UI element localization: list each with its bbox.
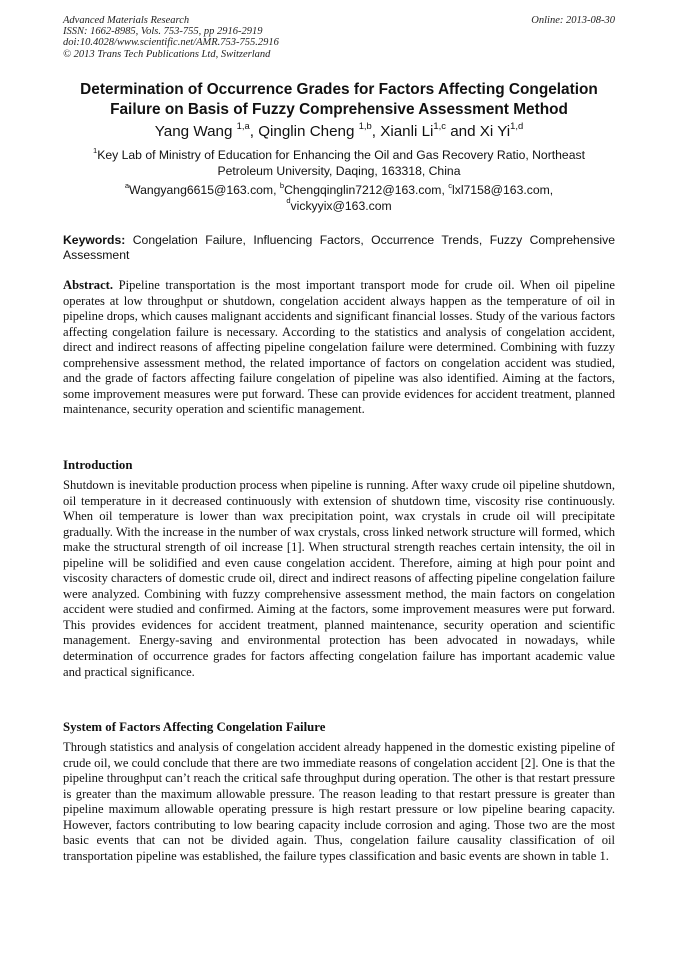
email-address: vickyyix@163.com (290, 198, 392, 213)
author-name: Qinglin Cheng (258, 123, 359, 140)
author-superscript: 1,a (236, 119, 250, 131)
system-paragraph: Through statistics and analysis of congelation accident already happened in the domestic existing pipeline of crude oil, we could conclude that there are two immediate reasons of congelation accident [2]. One is that the pipeline throughput can’t reach the critical safe throughput during operation. The other is that restart pressure is greater than the maximum allowable pressure. The reason leading to that restart pressure is greater than pipeline maximum allowable operating pressure is high restart pressure or low pipeline bearing capacity. However, factors contributing to low bearing capacity include corrosion and aging. Those two are the most basic events that can not be divided again. Thus, congelation failure causality classification of oil transportation pipeline was established, the failure types classification and basic events are shown in table 1. (63, 740, 615, 863)
online-date: Online: 2013-08-30 (531, 15, 615, 26)
author-name: Xi Yi (479, 123, 511, 140)
copyright-line: © 2013 Trans Tech Publications Ltd, Switzerland (63, 48, 271, 60)
affiliation (70, 145, 608, 179)
author-superscript: 1,b (358, 119, 372, 131)
author-list: Yang Wang $^{1,a}$, Qinglin Cheng $^{1,b}$, Xianli Li$^{1,c}$ and Xi Yi$^{1,d}$ (154, 119, 524, 140)
keywords-text: Congelation Failure, Influencing Factors, Occurrence Trends, Fuzzy Comprehensive Assessment (63, 233, 615, 263)
author-superscript: 1,c (433, 119, 446, 131)
author-superscript: 1,d (510, 119, 524, 131)
abstract-label: Abstract. (63, 278, 114, 292)
keywords-block (63, 233, 615, 263)
author-name: Xianli Li (380, 123, 434, 140)
system-heading: System of Factors Affecting Congelation Failure (63, 720, 326, 734)
author-name: Yang Wang (154, 123, 237, 140)
journal-name: Advanced Materials Research (63, 15, 190, 26)
email-address: lxl7158@163.com, (452, 183, 554, 197)
email-address: Chengqinglin7212@163.com, (284, 183, 449, 197)
abstract-block (63, 278, 615, 418)
introduction-heading: Introduction (63, 458, 133, 472)
email-address: Wangyang6615@163.com, (129, 183, 280, 197)
doi-line: doi:10.4028/www.scientific.net/AMR.753-755.2916 (63, 37, 279, 49)
author-emails: $^a$Wangyang6615@163.com, $^b$Chengqinglin7212@163.com, $^c$lxl7158@163.com, $^d$vickyyix@163.com (124, 180, 554, 213)
issn-line: ISSN: 1662-8985, Vols. 753-755, pp 2916-2919 (63, 26, 263, 38)
keywords-label: Keywords: (63, 233, 126, 247)
affiliation-text: Key Lab of Ministry of Education for Enhancing the Oil and Gas Recovery Ratio, Northeast Petroleum University, Daqing, 163318, China (97, 148, 585, 178)
affiliation-superscript: 1 (93, 145, 98, 155)
paper-title: Determination of Occurrence Grades for Factors Affecting Congelation Failure on Basis of Fuzzy Comprehensive Assessment Method (80, 81, 598, 118)
abstract-text: Pipeline transportation is the most important transport mode for crude oil. When oil pipeline operates at low throughput or shutdown, congelation accident always happen as the temperature of oil in pipeline drops, which causes malignant accidents and significant financial losses. Study of the various factors affecting congelation failure is necessary. According to the statistics and analysis of congelation accident, direct and indirect reasons of affecting pipeline congelation failure were determined. Combining with fuzzy comprehensive assessment method, the related importance of factors on congelation accident was studied, and the grade of factors affecting failure congelation of pipeline was also identified. Aiming at the factors, some improvement measures were put forward. These can provide evidences for accident treatment, planned maintenance, security operation and scientific management. (63, 278, 615, 417)
introduction-paragraph: Shutdown is inevitable production process when pipeline is running. After waxy crude oil pipeline shutdown, oil temperature in it decreased continuously with extension of shutdown time, viscosity rise continuously. When oil temperature is lower than wax precipitation point, wax crystals in crude oil will precipitate gradually. With the increase in the number of wax crystals, cross linked network structure will formed, which make the structural strength of oil increase [1]. When structural strength reaches certain intensity, the oil in pipeline will be solidified and even cause congelation accident. Therefore, aiming at high pour point and viscosity characters of domestic crude oil, direct and indirect reasons of affecting pipeline congelation failure were analyzed. Combining with fuzzy comprehensive assessment method, the main factors on congelation accident were studied and confirmed. Aiming at the factors, some improvement measures were put forward. This provides evidences for accident treatment, planned maintenance, security operation and scientific management. Energy-saving and environmental protection has been advocated in nowadays, while determination of occurrence grades for factors affecting congelation failure has important academic value and practical significance. (63, 478, 615, 679)
publication-header (63, 15, 615, 60)
